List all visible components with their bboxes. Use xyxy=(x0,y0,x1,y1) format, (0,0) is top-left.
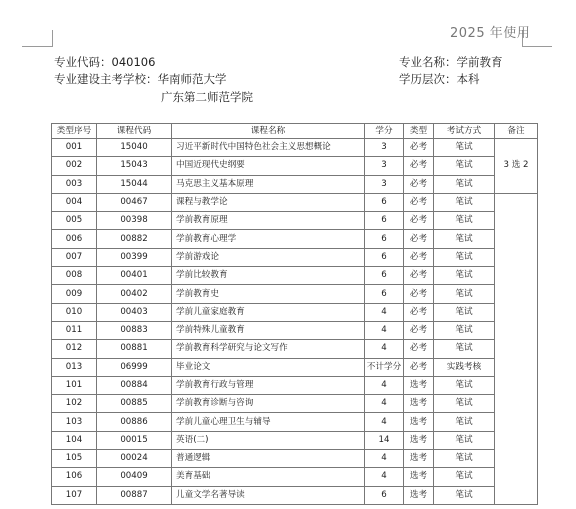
cell-exam: 笔试 xyxy=(434,413,495,431)
year-label: 2025 年使用 xyxy=(450,26,531,41)
cell-seq: 010 xyxy=(52,303,97,321)
cell-type: 必考 xyxy=(404,285,434,303)
table-row xyxy=(52,486,538,504)
cell-name: 学前儿童家庭教育 xyxy=(172,303,365,321)
cell-type: 必考 xyxy=(404,212,434,230)
cell-name: 学前教育史 xyxy=(172,285,365,303)
cell-exam: 笔试 xyxy=(434,450,495,468)
cell-exam: 笔试 xyxy=(434,468,495,486)
cell-seq: 101 xyxy=(52,376,97,394)
cell-credit: 14 xyxy=(365,431,404,449)
cell-seq: 005 xyxy=(52,212,97,230)
cell-seq: 006 xyxy=(52,230,97,248)
cell-exam: 笔试 xyxy=(434,193,495,211)
cell-credit: 6 xyxy=(365,267,404,285)
cell-type: 必考 xyxy=(404,193,434,211)
cell-type: 选考 xyxy=(404,468,434,486)
cell-exam: 笔试 xyxy=(434,376,495,394)
cell-name: 学前儿童心理卫生与辅导 xyxy=(172,413,365,431)
table-row xyxy=(52,157,538,175)
cell-name: 学前游戏论 xyxy=(172,248,365,266)
cell-credit: 4 xyxy=(365,340,404,358)
cell-seq: 105 xyxy=(52,450,97,468)
cell-name: 学前教育行政与管理 xyxy=(172,376,365,394)
cell-credit: 不计学分 xyxy=(365,358,404,376)
cell-code: 00467 xyxy=(97,193,172,211)
cell-name: 学前特殊儿童教育 xyxy=(172,321,365,339)
cell-type: 选考 xyxy=(404,431,434,449)
table-row xyxy=(52,303,538,321)
cell-code: 15040 xyxy=(97,139,172,157)
table-row xyxy=(52,358,538,376)
cell-code: 00398 xyxy=(97,212,172,230)
cell-seq: 106 xyxy=(52,468,97,486)
cell-note-merged: 3 选 2 xyxy=(495,139,538,194)
cell-exam: 笔试 xyxy=(434,285,495,303)
header-code: 课程代码 xyxy=(97,124,172,139)
cell-seq: 107 xyxy=(52,486,97,504)
table-row xyxy=(52,468,538,486)
cell-seq: 002 xyxy=(52,157,97,175)
table-row xyxy=(52,212,538,230)
table-row xyxy=(52,230,538,248)
cell-name: 中国近现代史纲要 xyxy=(172,157,365,175)
cell-credit: 4 xyxy=(365,321,404,339)
cell-exam: 笔试 xyxy=(434,230,495,248)
cell-exam: 笔试 xyxy=(434,303,495,321)
cell-exam: 笔试 xyxy=(434,431,495,449)
cell-name: 学前教育心理学 xyxy=(172,230,365,248)
cell-type: 必考 xyxy=(404,340,434,358)
cell-seq: 007 xyxy=(52,248,97,266)
header-type: 类型 xyxy=(404,124,434,139)
table-row xyxy=(52,395,538,413)
cell-code: 00883 xyxy=(97,321,172,339)
cell-note-empty xyxy=(495,193,538,504)
table-body xyxy=(52,139,538,505)
cell-seq: 004 xyxy=(52,193,97,211)
cell-name: 英语(二) xyxy=(172,431,365,449)
cell-exam: 笔试 xyxy=(434,212,495,230)
cell-seq: 013 xyxy=(52,358,97,376)
cell-credit: 3 xyxy=(365,139,404,157)
cell-exam: 笔试 xyxy=(434,395,495,413)
major-code: 专业代码：040106 xyxy=(54,55,156,69)
cell-seq: 001 xyxy=(52,139,97,157)
table-row xyxy=(52,431,538,449)
cell-credit: 6 xyxy=(365,486,404,504)
cell-type: 必考 xyxy=(404,157,434,175)
header-exam: 考试方式 xyxy=(434,124,495,139)
cell-seq: 009 xyxy=(52,285,97,303)
header-seq: 类型序号 xyxy=(52,124,97,139)
cell-exam: 笔试 xyxy=(434,340,495,358)
cell-credit: 4 xyxy=(365,303,404,321)
cell-name: 毕业论文 xyxy=(172,358,365,376)
cell-code: 00409 xyxy=(97,468,172,486)
cell-name: 学前比较教育 xyxy=(172,267,365,285)
cell-seq: 102 xyxy=(52,395,97,413)
cell-seq: 003 xyxy=(52,175,97,193)
cell-type: 必考 xyxy=(404,303,434,321)
cell-credit: 4 xyxy=(365,395,404,413)
crop-mark-right-h xyxy=(522,46,552,47)
cell-seq: 103 xyxy=(52,413,97,431)
cell-code: 00884 xyxy=(97,376,172,394)
cell-credit: 6 xyxy=(365,230,404,248)
cell-credit: 3 xyxy=(365,157,404,175)
header-name: 课程名称 xyxy=(172,124,365,139)
table-row xyxy=(52,450,538,468)
cell-type: 必考 xyxy=(404,175,434,193)
cell-type: 必考 xyxy=(404,321,434,339)
cell-credit: 6 xyxy=(365,193,404,211)
cell-type: 选考 xyxy=(404,450,434,468)
table-row xyxy=(52,376,538,394)
cell-exam: 笔试 xyxy=(434,157,495,175)
cell-seq: 008 xyxy=(52,267,97,285)
cell-exam: 笔试 xyxy=(434,267,495,285)
cell-code: 00403 xyxy=(97,303,172,321)
header-credit: 学分 xyxy=(365,124,404,139)
cell-code: 00882 xyxy=(97,230,172,248)
cell-type: 必考 xyxy=(404,230,434,248)
cell-code: 06999 xyxy=(97,358,172,376)
cell-type: 选考 xyxy=(404,376,434,394)
crop-mark-left-v xyxy=(52,30,53,47)
cell-seq: 011 xyxy=(52,321,97,339)
cell-exam: 实践考核 xyxy=(434,358,495,376)
table-row xyxy=(52,139,538,157)
header-note: 备注 xyxy=(495,124,538,139)
cell-name: 儿童文学名著导读 xyxy=(172,486,365,504)
cell-name: 学前教育原理 xyxy=(172,212,365,230)
cell-exam: 笔试 xyxy=(434,248,495,266)
cell-name: 普通逻辑 xyxy=(172,450,365,468)
table-row xyxy=(52,340,538,358)
cell-code: 00887 xyxy=(97,486,172,504)
cell-type: 必考 xyxy=(404,248,434,266)
cell-type: 必考 xyxy=(404,267,434,285)
cell-code: 00881 xyxy=(97,340,172,358)
cell-code: 00401 xyxy=(97,267,172,285)
table-row xyxy=(52,248,538,266)
crop-mark-left-h xyxy=(22,46,52,47)
table-row xyxy=(52,267,538,285)
cell-code: 00399 xyxy=(97,248,172,266)
cell-credit: 4 xyxy=(365,450,404,468)
exam-school-second: 广东第二师范学院 xyxy=(161,90,253,104)
cell-exam: 笔试 xyxy=(434,175,495,193)
cell-code: 15043 xyxy=(97,157,172,175)
cell-exam: 笔试 xyxy=(434,139,495,157)
education-level: 学历层次：本科 xyxy=(399,72,480,86)
table-row xyxy=(52,285,538,303)
table-row xyxy=(52,193,538,211)
major-name: 专业名称：学前教育 xyxy=(399,55,503,69)
cell-type: 必考 xyxy=(404,358,434,376)
table-row xyxy=(52,413,538,431)
cell-credit: 4 xyxy=(365,468,404,486)
cell-name: 美育基础 xyxy=(172,468,365,486)
exam-schools: 专业建设主考学校：华南师范大学 xyxy=(54,72,227,86)
course-table xyxy=(51,123,538,505)
cell-name: 学前教育诊断与咨询 xyxy=(172,395,365,413)
cell-seq: 104 xyxy=(52,431,97,449)
cell-seq: 012 xyxy=(52,340,97,358)
cell-exam: 笔试 xyxy=(434,321,495,339)
cell-code: 15044 xyxy=(97,175,172,193)
cell-credit: 4 xyxy=(365,413,404,431)
cell-type: 必考 xyxy=(404,139,434,157)
table-row xyxy=(52,321,538,339)
cell-code: 00402 xyxy=(97,285,172,303)
table-header-row xyxy=(52,124,538,139)
cell-name: 学前教育科学研究与论文写作 xyxy=(172,340,365,358)
cell-exam: 笔试 xyxy=(434,486,495,504)
cell-type: 选考 xyxy=(404,486,434,504)
cell-code: 00024 xyxy=(97,450,172,468)
cell-credit: 6 xyxy=(365,212,404,230)
cell-credit: 3 xyxy=(365,175,404,193)
cell-credit: 4 xyxy=(365,376,404,394)
cell-name: 课程与教学论 xyxy=(172,193,365,211)
cell-credit: 6 xyxy=(365,285,404,303)
cell-type: 选考 xyxy=(404,413,434,431)
table-row xyxy=(52,175,538,193)
cell-code: 00015 xyxy=(97,431,172,449)
cell-name: 马克思主义基本原理 xyxy=(172,175,365,193)
cell-name: 习近平新时代中国特色社会主义思想概论 xyxy=(172,139,365,157)
cell-credit: 6 xyxy=(365,248,404,266)
cell-code: 00886 xyxy=(97,413,172,431)
cell-code: 00885 xyxy=(97,395,172,413)
cell-type: 选考 xyxy=(404,395,434,413)
